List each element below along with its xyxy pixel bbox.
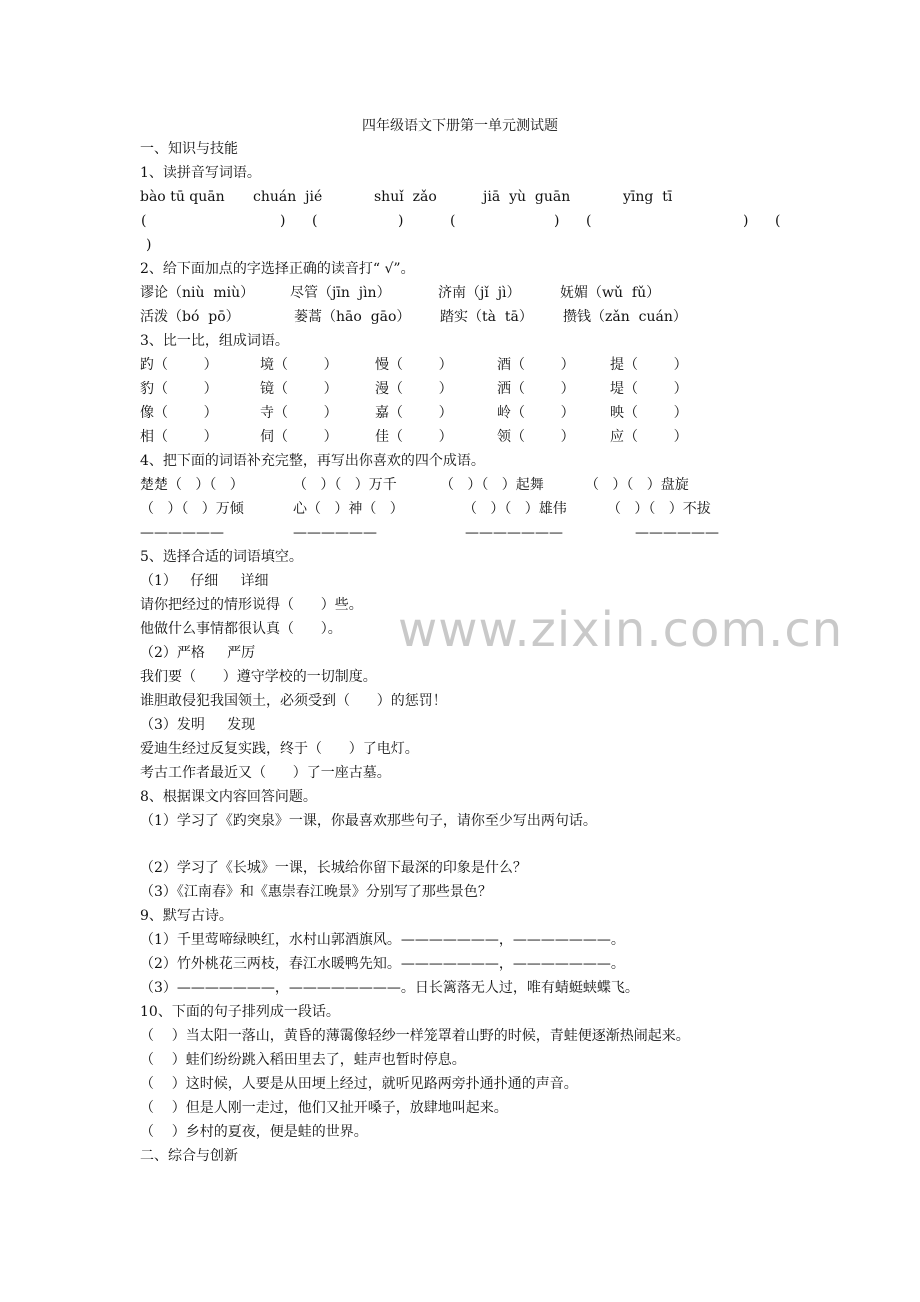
reading-choice: 妩媚（wǔ fǔ） (560, 285, 661, 301)
section-heading-2: 二、综合与创新 (140, 1148, 238, 1164)
ordering-sentence: （ ）但是人刚一走过，他们又扯开嗓子，放肆地叫起来。 (140, 1100, 508, 1116)
section-heading-1: 一、知识与技能 (140, 141, 238, 157)
idiom-blank: —————— (635, 525, 719, 541)
word-compare-item: 洒（ ） (497, 381, 575, 397)
word-compare-item: 映（ ） (610, 405, 688, 421)
question-3-label: 3、比一比，组成词语。 (140, 333, 289, 349)
poem-line: （3）———————，————————。日长篱落无人过，唯有蜻蜓蛱蝶飞。 (140, 980, 639, 996)
answer-bracket: ) (146, 237, 152, 253)
word-compare-item: 堤（ ） (610, 381, 688, 397)
question-2-label: 2、给下面加点的字选择正确的读音打“ √”。 (140, 261, 415, 277)
answer-bracket: ) (280, 213, 286, 229)
page-title: 四年级语文下册第一单元测试题 (362, 118, 558, 134)
answer-bracket: ) (398, 213, 404, 229)
idiom-item: （ ）（ ）雄伟 (463, 501, 567, 517)
question-1-label: 1、读拼音写词语。 (140, 165, 261, 181)
word-compare-item: 境（ ） (260, 357, 338, 373)
idiom-item: 心（ ）神（ ） (293, 501, 404, 517)
word-compare-item: 提（ ） (610, 357, 688, 373)
word-compare-item: 趵（ ） (140, 357, 218, 373)
answer-bracket: ( (141, 213, 147, 229)
word-compare-item: 嘉（ ） (375, 405, 453, 421)
word-compare-item: 伺（ ） (260, 429, 338, 445)
answer-bracket: ) (554, 213, 560, 229)
word-compare-item: 漫（ ） (375, 381, 453, 397)
word-compare-item: 应（ ） (610, 429, 688, 445)
reading-choice: 踏实（tà tā） (440, 309, 533, 325)
reading-choice: 攒钱（zǎn cuán） (563, 309, 687, 325)
idiom-item: （ ）（ ）不拔 (607, 501, 711, 517)
answer-bracket: ( (312, 213, 318, 229)
pinyin-2: chuán jié (253, 189, 323, 205)
question-4-label: 4、把下面的词语补充完整，再写出你喜欢的四个成语。 (140, 453, 485, 469)
word-compare-item: 慢（ ） (375, 357, 453, 373)
pinyin-4: jiā yù guān (483, 189, 571, 205)
word-compare-item: 领（ ） (497, 429, 575, 445)
idiom-item: 楚楚（ ）（ ） (140, 477, 244, 493)
word-choice-pair: （3）发明 发现 (140, 717, 256, 733)
reading-question: （3）《江南春》和《惠崇春江晚景》分别写了那些景色？ (140, 884, 492, 900)
reading-choice: 活泼（bó pō） (140, 309, 240, 325)
question-10-label: 10、下面的句子排列成一段话。 (140, 1004, 340, 1020)
reading-choice: 蒌蒿（hāo gāo） (294, 309, 411, 325)
word-choice-pair: （1） 仔细 详细 (140, 573, 269, 589)
idiom-blank: ——————— (465, 525, 563, 541)
reading-question: （2）学习了《长城》一课，长城给你留下最深的印象是什么？ (140, 860, 527, 876)
idiom-item: （ ）（ ）万千 (293, 477, 397, 493)
idiom-item: （ ）（ ）盘旋 (585, 477, 689, 493)
idiom-item: （ ）（ ）万倾 (140, 501, 244, 517)
reading-question: （1）学习了《趵突泉》一课，你最喜欢那些句子，请你至少写出两句话。 (140, 813, 597, 829)
word-compare-item: 像（ ） (140, 405, 218, 421)
word-compare-item: 酒（ ） (497, 357, 575, 373)
fill-sentence: 我们要（ ）遵守学校的一切制度。 (140, 669, 377, 685)
reading-choice: 济南（jǐ jì） (438, 285, 521, 301)
question-5-label: 5、选择合适的词语填空。 (140, 549, 303, 565)
fill-sentence: 他做什么事情都很认真（ ）。 (140, 621, 342, 637)
reading-choice: 尽管（jīn jìn） (290, 285, 391, 301)
fill-sentence: 请你把经过的情形说得（ ）些。 (140, 597, 363, 613)
word-compare-item: 佳（ ） (375, 429, 453, 445)
watermark: www.zixin.com.cn (398, 602, 844, 658)
pinyin-3: shuǐ zǎo (374, 189, 437, 205)
answer-bracket: ) (743, 213, 749, 229)
idiom-blank: —————— (140, 525, 224, 541)
answer-bracket: ( (775, 213, 781, 229)
pinyin-1: bào tū quān (140, 189, 225, 205)
question-9-label: 9、默写古诗。 (140, 908, 233, 924)
poem-line: （1）千里莺啼绿映红，水村山郭酒旗风。———————，———————。 (140, 932, 625, 948)
fill-sentence: 爱迪生经过反复实践，终于（ ）了电灯。 (140, 741, 419, 757)
idiom-blank: —————— (293, 525, 377, 541)
fill-sentence: 谁胆敢侵犯我国领土，必须受到（ ）的惩罚！ (140, 693, 447, 709)
word-choice-pair: （2）严格 严厉 (140, 645, 256, 661)
reading-choice: 谬论（niù miù） (140, 285, 255, 301)
answer-bracket: ( (450, 213, 456, 229)
word-compare-item: 相（ ） (140, 429, 218, 445)
ordering-sentence: （ ）乡村的夏夜，便是蛙的世界。 (140, 1124, 368, 1140)
poem-line: （2）竹外桃花三两枝，春江水暖鸭先知。———————，———————。 (140, 956, 625, 972)
question-8-label: 8、根据课文内容回答问题。 (140, 789, 317, 805)
word-compare-item: 镜（ ） (260, 381, 338, 397)
ordering-sentence: （ ）这时候，人要是从田埂上经过，就听见路两旁扑通扑通的声音。 (140, 1076, 578, 1092)
ordering-sentence: （ ）蛙们纷纷跳入稻田里去了，蛙声也暂时停息。 (140, 1052, 466, 1068)
word-compare-item: 岭（ ） (497, 405, 575, 421)
answer-bracket: ( (586, 213, 592, 229)
fill-sentence: 考古工作者最近又（ ）了一座古墓。 (140, 765, 391, 781)
word-compare-item: 豹（ ） (140, 381, 218, 397)
ordering-sentence: （ ）当太阳一落山，黄昏的薄霭像轻纱一样笼罩着山野的时候，青蛙便逐渐热闹起来。 (140, 1028, 690, 1044)
word-compare-item: 寺（ ） (260, 405, 338, 421)
pinyin-5: yīng tī (623, 189, 673, 205)
idiom-item: （ ）（ ）起舞 (440, 477, 544, 493)
